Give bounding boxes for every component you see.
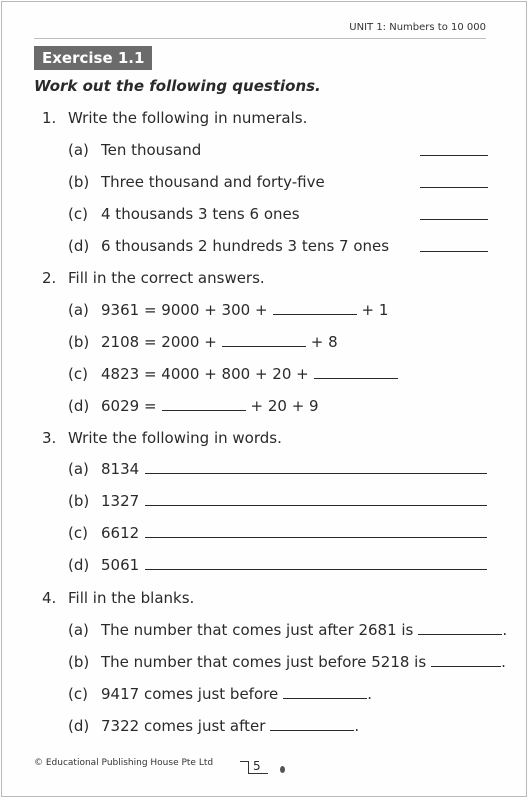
item-label: (b) <box>68 173 90 191</box>
item-label: (a) <box>68 621 89 639</box>
question-number: 2. <box>42 269 57 287</box>
item-label: (a) <box>68 141 89 159</box>
copyright-text: © Educational Publishing House Pte Ltd <box>34 758 214 768</box>
question-number: 4. <box>42 589 57 607</box>
q2-item-c <box>68 365 403 383</box>
header-rule <box>34 38 486 39</box>
q3-item-d <box>68 556 492 574</box>
q4-item-a <box>68 621 507 639</box>
item-label: (b) <box>68 333 90 351</box>
item-text: . <box>367 685 372 703</box>
item-label: (c) <box>68 365 88 383</box>
item-text: Ten thousand <box>101 141 202 159</box>
item-text: 8134 <box>101 460 140 478</box>
q1-item-b <box>68 173 325 191</box>
item-label: (c) <box>68 205 88 223</box>
question-text: Fill in the correct answers. <box>68 269 265 287</box>
answer-line[interactable] <box>145 473 487 474</box>
item-text: 9417 comes just before <box>101 685 279 703</box>
workbook-page <box>1 1 527 797</box>
item-text: + 8 <box>310 333 338 351</box>
item-text: 6 thousands 2 hundreds 3 tens 7 ones <box>101 237 390 255</box>
dot-icon <box>280 766 285 773</box>
q4-item-c <box>68 685 372 703</box>
answer-blank[interactable] <box>162 410 246 411</box>
item-text: 4 thousands 3 tens 6 ones <box>101 205 300 223</box>
q4-item-d <box>68 717 359 735</box>
answer-blank[interactable] <box>273 314 357 315</box>
q2-item-b <box>68 333 338 351</box>
question-2-heading <box>42 269 265 287</box>
item-text: 1327 <box>101 492 140 510</box>
exercise-title: Exercise 1.1 <box>34 46 152 70</box>
item-text: . <box>502 621 508 639</box>
item-text: 5061 <box>101 556 140 574</box>
q2-item-d <box>68 397 319 415</box>
q3-item-b <box>68 492 492 510</box>
item-label: (c) <box>68 685 88 703</box>
item-text: The number that comes just before 5218 is <box>101 653 427 671</box>
unit-header: UNIT 1: Numbers to 10 000 <box>349 22 486 33</box>
q4-item-b <box>68 653 506 671</box>
question-number: 1. <box>42 109 57 127</box>
item-label: (d) <box>68 397 90 415</box>
item-text: 4823 = 4000 + 800 + 20 + <box>101 365 309 383</box>
answer-blank[interactable] <box>418 634 502 635</box>
answer-blank[interactable] <box>420 155 488 156</box>
item-text: + 20 + 9 <box>250 397 319 415</box>
instruction-text: Work out the following questions. <box>34 77 321 95</box>
question-1-heading <box>42 109 307 127</box>
page-number: 5 <box>253 759 261 773</box>
question-text: Write the following in words. <box>68 429 282 447</box>
answer-blank[interactable] <box>431 666 501 667</box>
q1-item-c <box>68 205 300 223</box>
item-label: (c) <box>68 524 88 542</box>
question-4-heading <box>42 589 194 607</box>
q1-item-a <box>68 141 201 159</box>
answer-blank[interactable] <box>314 378 398 379</box>
q3-item-a <box>68 460 492 478</box>
answer-blank[interactable] <box>420 187 488 188</box>
item-text: + 1 <box>361 301 389 319</box>
item-text: 6612 <box>101 524 140 542</box>
item-label: (b) <box>68 492 90 510</box>
answer-line[interactable] <box>145 569 487 570</box>
item-label: (b) <box>68 653 90 671</box>
answer-blank[interactable] <box>283 698 367 699</box>
answer-blank[interactable] <box>222 346 306 347</box>
item-text: . <box>354 717 360 735</box>
answer-blank[interactable] <box>270 730 354 731</box>
page-underline <box>248 773 268 774</box>
item-label: (a) <box>68 460 89 478</box>
item-text: 7322 comes just after <box>101 717 266 735</box>
question-number: 3. <box>42 429 57 447</box>
item-label: (d) <box>68 237 90 255</box>
answer-line[interactable] <box>145 505 487 506</box>
question-3-heading <box>42 429 282 447</box>
item-label: (d) <box>68 717 90 735</box>
item-label: (d) <box>68 556 90 574</box>
question-text: Write the following in numerals. <box>68 109 308 127</box>
answer-line[interactable] <box>145 537 487 538</box>
q2-item-a <box>68 301 388 319</box>
item-text: Three thousand and forty-five <box>101 173 325 191</box>
item-text: 9361 = 9000 + 300 + <box>101 301 268 319</box>
q1-item-d <box>68 237 389 255</box>
item-label: (a) <box>68 301 89 319</box>
item-text: . <box>501 653 506 671</box>
item-text: 6029 = <box>101 397 157 415</box>
q3-item-c <box>68 524 492 542</box>
item-text: The number that comes just after 2681 is <box>101 621 414 639</box>
item-text: 2108 = 2000 + <box>101 333 217 351</box>
page-number-box <box>240 759 272 775</box>
answer-blank[interactable] <box>420 251 488 252</box>
question-text: Fill in the blanks. <box>68 589 195 607</box>
answer-blank[interactable] <box>420 219 488 220</box>
